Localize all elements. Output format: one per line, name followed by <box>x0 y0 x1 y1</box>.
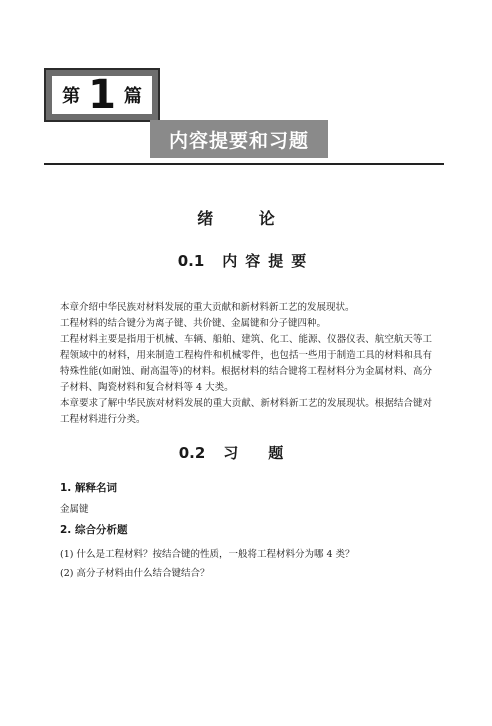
summary-paragraph: 工程材料主要是指用于机械、车辆、船舶、建筑、化工、能源、仪器仪表、航空航天等工程领域中的材料，用来制造工程构件和机械零件，也包括一些用于制造工具的材料和具有特殊性能(如耐蚀、耐高温等)的材料。根据材料的结合键将工程材料分为金属材料、高分子材料、陶瓷材料和复合材料等 4 大类。 <box>60 334 432 393</box>
exercise-heading: 1. 解释名词 <box>60 482 117 494</box>
exercise-heading: 2. 综合分析题 <box>60 524 128 536</box>
exercise-question: (1) 什么是工程材料？按结合键的性质，一般将工程材料分为哪 4 类？ <box>60 549 355 560</box>
section-number: 0.1 <box>177 252 205 270</box>
summary-paragraph: 本章介绍中华民族对材料发展的重大贡献和新材料新工艺的发展现状。 <box>60 302 355 313</box>
exercise-term: 金属键 <box>60 504 89 515</box>
summary-paragraph: 本章要求了解中华民族对材料发展的重大贡献、新材料新工艺的发展现状。根据结合键对工程材料进行分类。 <box>60 398 432 425</box>
section-heading-summary <box>0 250 492 271</box>
section-title: 内容提要 <box>222 252 315 270</box>
section-number: 0.2 <box>178 444 206 462</box>
header-rule <box>44 163 444 165</box>
part-suffix: 篇 <box>123 86 142 107</box>
part-title: 内容提要和习题 <box>168 129 309 152</box>
section-title: 习题 <box>223 444 314 462</box>
part-prefix: 第 <box>62 86 81 107</box>
chapter-heading: 绪 论 <box>197 209 295 228</box>
part-title-band <box>150 120 328 158</box>
part-label-box <box>44 68 160 122</box>
part-label-inner <box>52 72 152 118</box>
section-heading-exercises <box>0 442 492 463</box>
exercise-question: (2) 高分子材料由什么结合键结合？ <box>60 568 210 579</box>
part-number: 1 <box>88 72 116 118</box>
summary-paragraph: 工程材料的结合键分为离子键、共价键、金属键和分子键四种。 <box>60 318 327 329</box>
